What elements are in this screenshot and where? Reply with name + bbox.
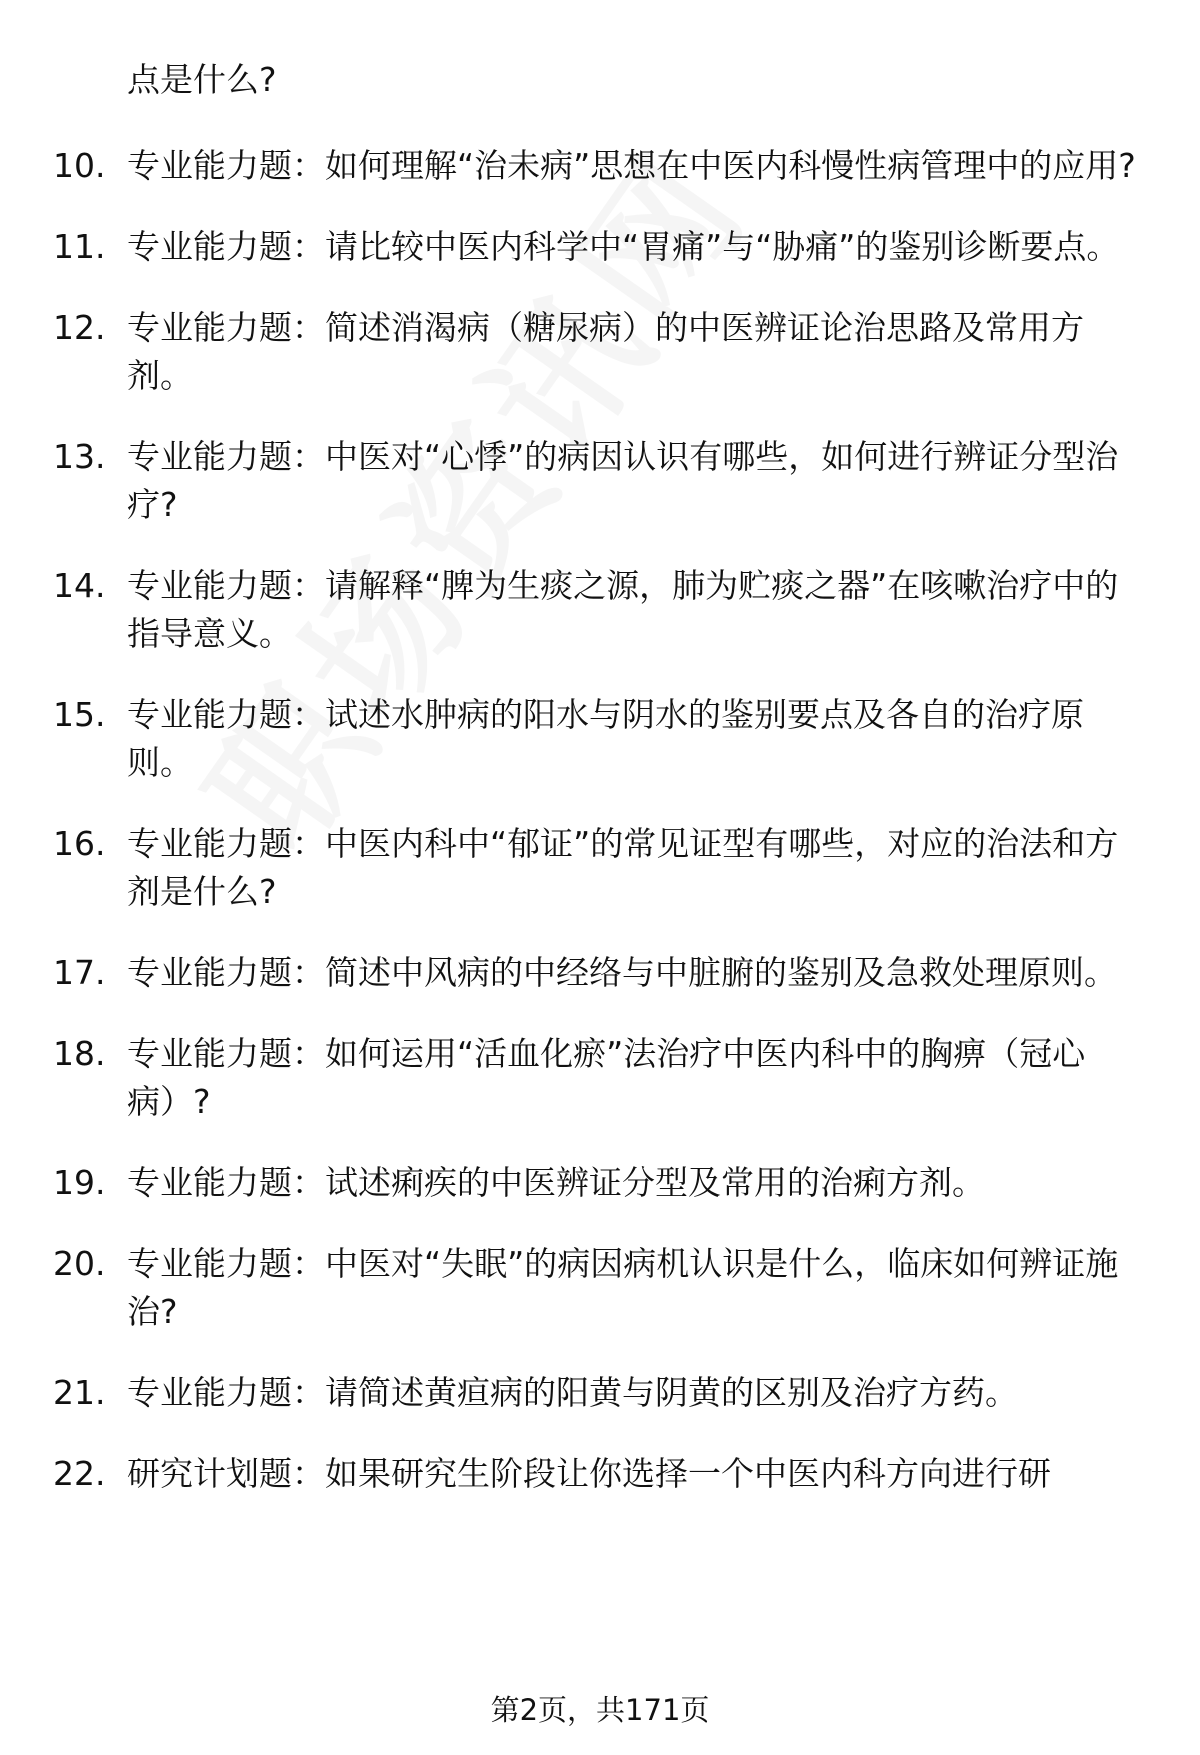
item-number: 19. [53, 1163, 106, 1202]
list-item [0, 142, 1200, 190]
item-text: 专业能力题：中医对“失眠”的病因病机认识是什么，临床如何辨证施治? [127, 1244, 1119, 1331]
list-item [0, 433, 1200, 529]
item-number: 15. [53, 695, 106, 734]
question-list [0, 58, 1200, 1531]
list-item [0, 691, 1200, 787]
continuation-text: 点是什么? [127, 60, 277, 99]
list-item [0, 1159, 1200, 1207]
list-item [0, 1450, 1200, 1498]
list-item [0, 304, 1200, 400]
list-item [0, 1240, 1200, 1336]
item-text: 专业能力题：请简述黄疸病的阳黄与阴黄的区别及治疗方药。 [127, 1373, 1018, 1412]
item-text: 专业能力题：试述水肿病的阳水与阴水的鉴别要点及各自的治疗原则。 [127, 695, 1084, 782]
list-item [0, 949, 1200, 997]
item-text: 专业能力题：中医内科中“郁证”的常见证型有哪些，对应的治法和方剂是什么? [127, 824, 1119, 911]
item-number: 17. [53, 953, 106, 992]
item-number: 13. [53, 437, 106, 476]
item-text: 专业能力题：请解释“脾为生痰之源，肺为贮痰之器”在咳嗽治疗中的指导意义。 [127, 566, 1119, 653]
item-text: 专业能力题：试述痢疾的中医辨证分型及常用的治痢方剂。 [127, 1163, 985, 1202]
item-number: 12. [53, 308, 106, 347]
item-text: 专业能力题：如何理解“治未病”思想在中医内科慢性病管理中的应用? [127, 146, 1136, 185]
list-item [0, 223, 1200, 271]
item-text: 专业能力题：简述中风病的中经络与中脏腑的鉴别及急救处理原则。 [127, 953, 1117, 992]
list-item [0, 820, 1200, 916]
item-text: 研究计划题：如果研究生阶段让你选择一个中医内科方向进行研 [127, 1454, 1051, 1493]
item-text: 专业能力题：中医对“心悸”的病因认识有哪些，如何进行辨证分型治疗? [127, 437, 1119, 524]
item-number: 18. [53, 1034, 106, 1073]
item-number: 14. [53, 566, 106, 605]
item-number: 20. [53, 1244, 106, 1283]
list-item [0, 1369, 1200, 1417]
item-number: 22. [53, 1454, 106, 1493]
item-number: 16. [53, 824, 106, 863]
item-number: 21. [53, 1373, 106, 1412]
item-number: 11. [53, 227, 106, 266]
item-text: 专业能力题：请比较中医内科学中“胃痛”与“胁痛”的鉴别诊断要点。 [127, 227, 1120, 266]
item-text: 专业能力题：如何运用“活血化瘀”法治疗中医内科中的胸痹（冠心病）? [127, 1034, 1086, 1121]
item-number: 10. [53, 146, 106, 185]
page-footer: 第2页，共171页 [490, 1693, 710, 1727]
item-text: 专业能力题：简述消渴病（糖尿病）的中医辨证论治思路及常用方剂。 [127, 308, 1084, 395]
list-item [0, 562, 1200, 658]
list-item [0, 1030, 1200, 1126]
